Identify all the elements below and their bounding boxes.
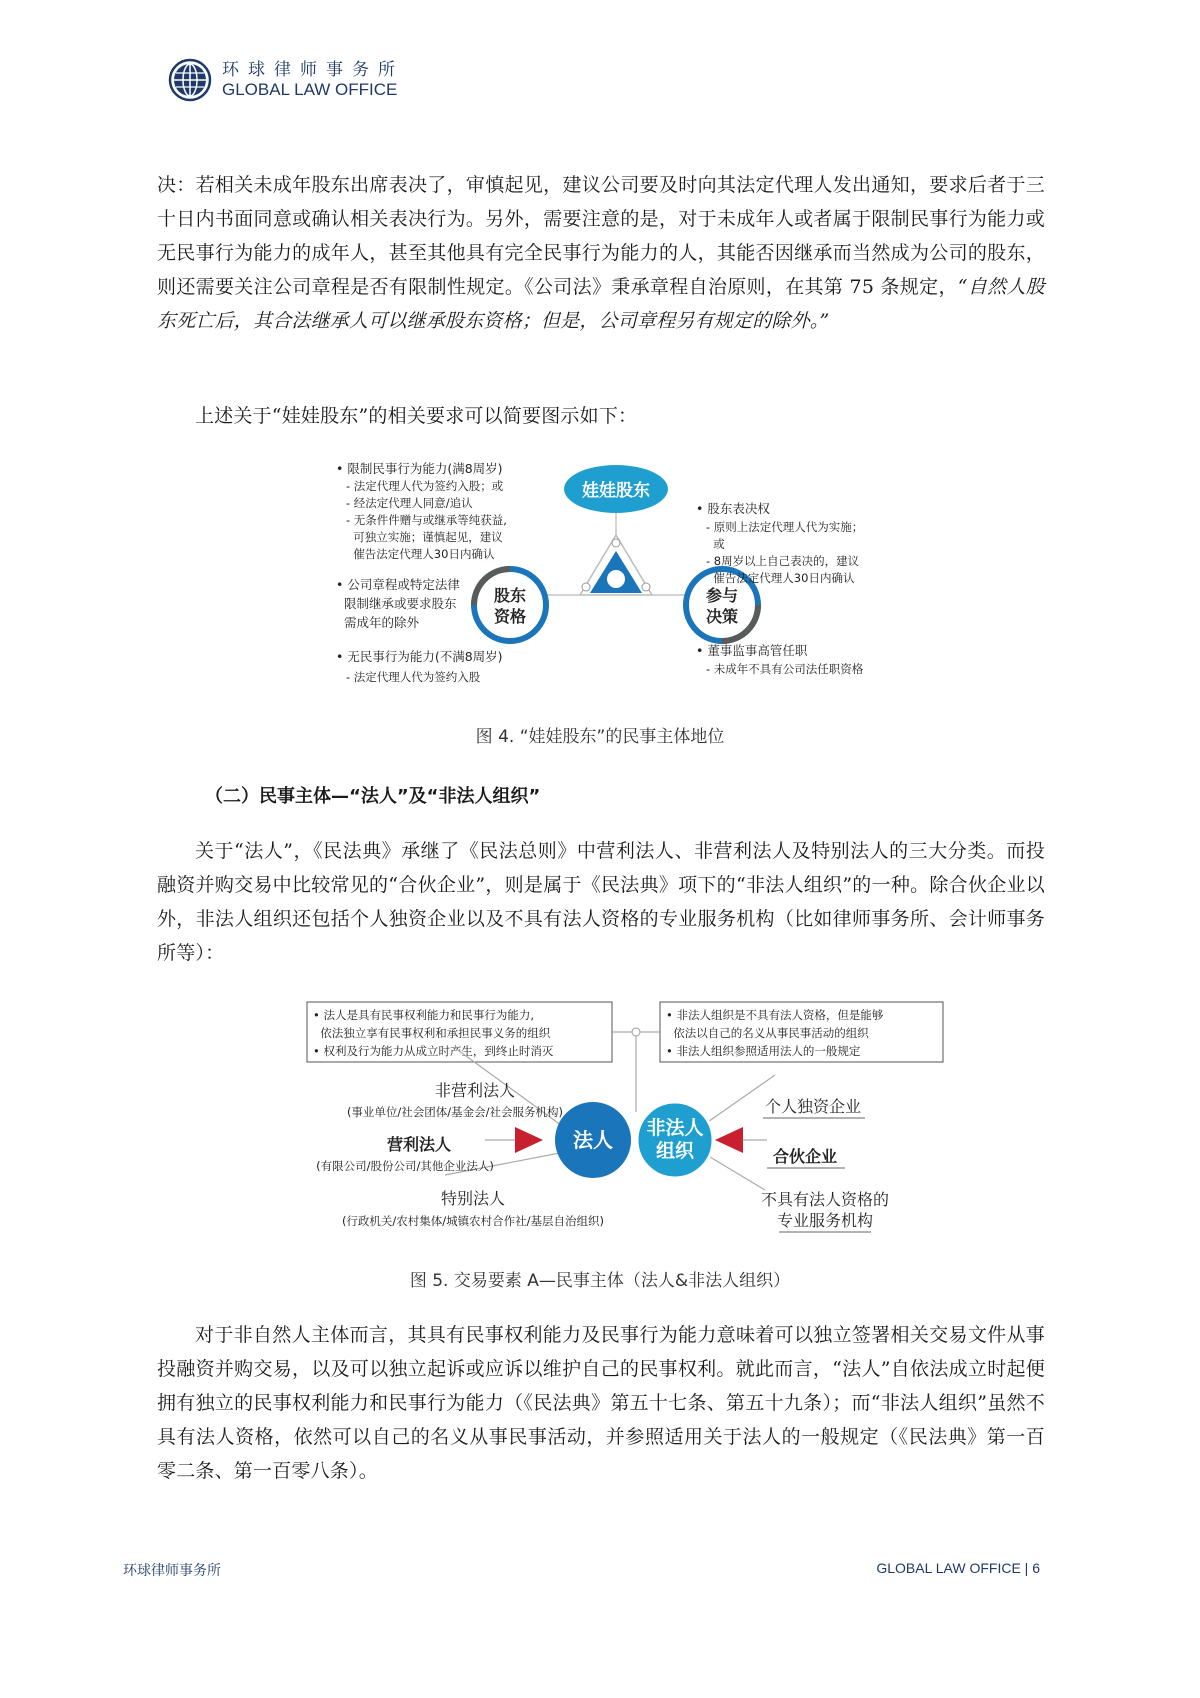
- right-node-line1: 参与: [705, 586, 739, 605]
- figure-4-diagram: [320, 455, 920, 700]
- fig4-left-b1-sub: - 无条件件赠与或继承等纯获益,: [346, 513, 507, 527]
- figure-5-diagram: [305, 1000, 945, 1245]
- fig5-partnership: 合伙企业: [772, 1147, 838, 1166]
- fig4-right-b2-sub: - 未成年不具有公司法任职资格: [706, 662, 864, 676]
- paragraph-2-text: 上述关于“娃娃股东”的相关要求可以简要图示如下：: [195, 405, 638, 427]
- fig5-right-box-line: 依法以自己的名义从事民事活动的组织: [666, 1026, 869, 1040]
- fig5-nonprofit-sub: (事业单位/社会团体/基金会/社会服务机构): [346, 1105, 564, 1119]
- fig4-right-b1-sub: 催告法定代理人30日内确认: [706, 571, 855, 585]
- non-legal-person-label-1: 非法人: [646, 1117, 704, 1139]
- fig4-left-b1-sub: - 法定代理人代为签约入股；或: [346, 479, 504, 493]
- fig4-right-b1: • 股东表决权: [696, 501, 770, 516]
- section-heading: （二）民事主体—“法人”及“非法人组织”: [205, 786, 541, 807]
- fig5-left-box-line: • 权利及行为能力从成立时产生，到终止时消灭: [313, 1044, 554, 1058]
- logo-english: GLOBAL LAW OFFICE: [222, 80, 398, 99]
- fig5-right-box-line: • 非法人组织参照适用法人的一般规定: [666, 1044, 861, 1058]
- header-logo: [168, 58, 404, 102]
- paragraph-2: [157, 399, 1045, 433]
- fig5-nonprofit-title: 非营利法人: [434, 1081, 516, 1100]
- figure-4-caption: 图 4. “娃娃股东”的民事主体地位: [475, 727, 725, 747]
- fig5-professional-line2: 专业服务机构: [776, 1211, 874, 1230]
- non-legal-person-label-2: 组织: [655, 1140, 695, 1162]
- left-node-line2: 资格: [493, 607, 527, 626]
- fig5-professional-line1: 不具有法人资格的: [760, 1190, 890, 1209]
- fig4-left-b2: 限制继承或要求股东: [336, 596, 457, 611]
- right-node-line2: 决策: [705, 607, 739, 626]
- fig4-right-b1-sub: - 原则上法定代理人代为实施；: [706, 520, 864, 534]
- footer-page-number: GLOBAL LAW OFFICE | 6: [876, 1560, 1040, 1576]
- paragraph-4-text: 对于非自然人主体而言，其具有民事权利能力及民事行为能力意味着可以独立签署相关交易文件从事投融资并购交易，以及可以独立起诉或应诉以维护自己的民事权利。就此而言，“法人”自依法成立时起便拥有独立的民事权利能力和民事行为能力（《民法典》第五十七条、第五十九条）；而“非法人组织”虽然不具有法人资格，依然可以自己的名义从事民事活动，并参照适用关于法人的一般规定（《民法典》第一百零二条、第一百零八条）。: [157, 1324, 1045, 1482]
- fig5-left-box-line: • 法人是具有民事权利能力和民事行为能力,: [313, 1008, 535, 1022]
- fig5-special-sub: (行政机关/农村集体/城镇农村合作社/基层自治组织): [341, 1214, 605, 1228]
- fig4-right-b2: • 董事监事高管任职: [696, 643, 808, 658]
- fig4-left-b3: • 无民事行为能力(不满8周岁): [336, 649, 503, 664]
- footer-firm-name: 环球律师事务所: [123, 1563, 221, 1579]
- fig4-left-b1: • 限制民事行为能力(满8周岁): [336, 461, 503, 476]
- paragraph-1-quote: “自然人股东死亡后，其合法继承人可以继承股东资格；但是，公司章程另有规定的除外。”: [157, 276, 1045, 332]
- paragraph-3-text: 关于“法人”，《民法典》承继了《民法总则》中营利法人、非营利法人及特别法人的三大分类。而投融资并购交易中比较常见的“合伙企业”，则是属于《民法典》项下的“非法人组织”的一种。除合伙企业以外，非法人组织还包括个人独资企业以及不具有法人资格的专业服务机构（比如律师事务所、会计师事务所等）：: [157, 840, 1045, 964]
- globe-icon: [168, 58, 212, 102]
- figure-5-caption: 图 5. 交易要素 A—民事主体（法人&非法人组织）: [409, 1271, 791, 1291]
- paragraph-1: [157, 168, 1045, 338]
- fig4-left-b3-sub: - 法定代理人代为签约入股: [346, 670, 481, 684]
- paragraph-1-text: 决：若相关未成年股东出席表决了，审慎起见，建议公司要及时向其法定代理人发出通知，要求后者于三十日内书面同意或确认相关表决行为。另外，需要注意的是，对于未成年人或者属于限制民事行为能力或无民事行为能力的成年人，甚至其他具有完全民事行为能力的人，其能否因继承而当然成为公司的股东，则还需要关注公司章程是否有限制性规定。《公司法》秉承章程自治原则，在其第 75 条规定，: [157, 174, 1045, 298]
- fig4-left-b1-sub: 催告法定代理人30日内确认: [346, 547, 495, 561]
- paragraph-4: [157, 1318, 1045, 1488]
- fig5-left-box-line: 依法独立享有民事权利和承担民事义务的组织: [313, 1026, 551, 1040]
- fig5-sole-proprietorship: 个人独资企业: [764, 1097, 862, 1116]
- fig4-left-b1-sub: - 经法定代理人同意/追认: [346, 496, 473, 510]
- fig4-left-b2: • 公司章程或特定法律: [336, 577, 460, 592]
- fig5-profit-sub: (有限公司/股份公司/其他企业法人): [316, 1159, 494, 1173]
- legal-person-label: 法人: [573, 1128, 613, 1152]
- center-node-label: 娃娃股东: [582, 481, 650, 501]
- logo-chinese: 环球律师事务所: [222, 60, 404, 80]
- fig5-right-box-line: • 非法人组织是不具有法人资格，但是能够: [666, 1008, 884, 1022]
- fig5-special-title: 特别法人: [440, 1189, 506, 1208]
- fig4-right-b1-sub: - 8周岁以上自己表决的，建议: [706, 554, 860, 568]
- right-arrow-icon: [715, 1127, 743, 1153]
- left-node-line1: 股东: [493, 586, 527, 605]
- fig4-left-b1-sub: 可独立实施；谨慎起见，建议: [346, 530, 503, 544]
- fig5-profit-title: 营利法人: [386, 1135, 452, 1154]
- left-arrow-icon: [515, 1127, 543, 1153]
- paragraph-3: [157, 834, 1045, 970]
- fig4-right-b1-sub: 或: [706, 537, 725, 551]
- fig4-left-b2: 需成年的除外: [336, 615, 419, 630]
